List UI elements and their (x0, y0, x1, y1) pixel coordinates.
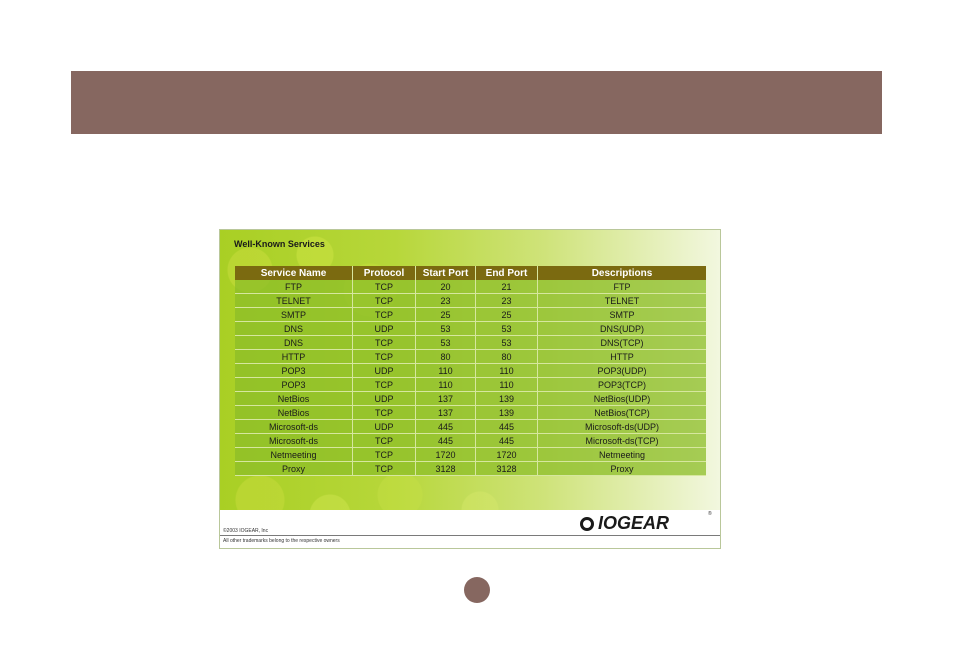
logo-text: IOGEAR (598, 513, 670, 533)
iogear-logo (580, 511, 712, 534)
table-row (235, 336, 706, 350)
table-row (235, 406, 706, 420)
table-header-row (235, 266, 706, 280)
cell-start-port: 445 (416, 434, 476, 448)
cell-start-port: 23 (416, 294, 476, 308)
cell-start-port: 80 (416, 350, 476, 364)
col-header-service-name: Service Name (235, 266, 353, 280)
cell-end-port: 445 (476, 434, 538, 448)
table-row (235, 308, 706, 322)
panel-title: Well-Known Services (234, 239, 325, 249)
cell-end-port: 1720 (476, 448, 538, 462)
cell-service-name: DNS (235, 336, 353, 350)
table-row (235, 434, 706, 448)
cell-service-name: POP3 (235, 364, 353, 378)
cell-end-port: 139 (476, 392, 538, 406)
cell-description: FTP (538, 280, 707, 294)
cell-end-port: 25 (476, 308, 538, 322)
col-header-protocol: Protocol (353, 266, 416, 280)
cell-protocol: TCP (353, 462, 416, 476)
cell-description: Proxy (538, 462, 707, 476)
footer-divider (220, 535, 720, 536)
cell-end-port: 23 (476, 294, 538, 308)
cell-description: NetBios(UDP) (538, 392, 707, 406)
cell-service-name: Microsoft-ds (235, 420, 353, 434)
cell-start-port: 137 (416, 392, 476, 406)
cell-service-name: HTTP (235, 350, 353, 364)
col-header-descriptions: Descriptions (538, 266, 707, 280)
page-number-badge (464, 577, 490, 603)
table-row (235, 280, 706, 294)
copyright-text: ©2003 IOGEAR, Inc (223, 528, 269, 534)
cell-protocol: TCP (353, 280, 416, 294)
registered-mark: ® (708, 511, 712, 517)
cell-protocol: TCP (353, 308, 416, 322)
cell-start-port: 110 (416, 364, 476, 378)
cell-end-port: 445 (476, 420, 538, 434)
services-table (235, 266, 706, 476)
top-header-band (71, 71, 882, 134)
table-row (235, 294, 706, 308)
cell-start-port: 3128 (416, 462, 476, 476)
cell-service-name: NetBios (235, 406, 353, 420)
cell-service-name: TELNET (235, 294, 353, 308)
cell-protocol: UDP (353, 420, 416, 434)
table-row (235, 350, 706, 364)
cell-start-port: 110 (416, 378, 476, 392)
well-known-services-panel (219, 229, 721, 549)
col-header-end-port: End Port (476, 266, 538, 280)
cell-description: Microsoft-ds(UDP) (538, 420, 707, 434)
cell-description: NetBios(TCP) (538, 406, 707, 420)
table-row (235, 378, 706, 392)
cell-start-port: 1720 (416, 448, 476, 462)
table-row (235, 392, 706, 406)
cell-end-port: 3128 (476, 462, 538, 476)
cell-start-port: 53 (416, 322, 476, 336)
panel-footer (220, 510, 720, 549)
cell-description: POP3(UDP) (538, 364, 707, 378)
trademark-text: All other trademarks belong to the respective owners (223, 538, 340, 544)
cell-protocol: TCP (353, 336, 416, 350)
table-row (235, 420, 706, 434)
cell-start-port: 25 (416, 308, 476, 322)
iogear-logo-icon (580, 517, 594, 531)
cell-end-port: 53 (476, 336, 538, 350)
cell-protocol: TCP (353, 406, 416, 420)
table-row (235, 322, 706, 336)
cell-end-port: 110 (476, 364, 538, 378)
table-row (235, 364, 706, 378)
cell-end-port: 53 (476, 322, 538, 336)
cell-protocol: TCP (353, 434, 416, 448)
cell-start-port: 137 (416, 406, 476, 420)
cell-protocol: UDP (353, 322, 416, 336)
cell-description: DNS(UDP) (538, 322, 707, 336)
cell-protocol: UDP (353, 392, 416, 406)
cell-description: Netmeeting (538, 448, 707, 462)
cell-service-name: Netmeeting (235, 448, 353, 462)
cell-description: DNS(TCP) (538, 336, 707, 350)
cell-end-port: 139 (476, 406, 538, 420)
cell-description: HTTP (538, 350, 707, 364)
cell-protocol: TCP (353, 448, 416, 462)
cell-description: POP3(TCP) (538, 378, 707, 392)
cell-service-name: FTP (235, 280, 353, 294)
cell-end-port: 21 (476, 280, 538, 294)
cell-service-name: Proxy (235, 462, 353, 476)
table-row (235, 448, 706, 462)
cell-start-port: 445 (416, 420, 476, 434)
cell-service-name: DNS (235, 322, 353, 336)
table-body (235, 280, 706, 476)
cell-protocol: UDP (353, 364, 416, 378)
table-row (235, 462, 706, 476)
cell-protocol: TCP (353, 350, 416, 364)
cell-service-name: NetBios (235, 392, 353, 406)
cell-protocol: TCP (353, 294, 416, 308)
cell-description: TELNET (538, 294, 707, 308)
cell-service-name: SMTP (235, 308, 353, 322)
cell-start-port: 20 (416, 280, 476, 294)
col-header-start-port: Start Port (416, 266, 476, 280)
cell-protocol: TCP (353, 378, 416, 392)
cell-service-name: Microsoft-ds (235, 434, 353, 448)
cell-service-name: POP3 (235, 378, 353, 392)
cell-start-port: 53 (416, 336, 476, 350)
cell-description: SMTP (538, 308, 707, 322)
cell-end-port: 80 (476, 350, 538, 364)
cell-description: Microsoft-ds(TCP) (538, 434, 707, 448)
cell-end-port: 110 (476, 378, 538, 392)
